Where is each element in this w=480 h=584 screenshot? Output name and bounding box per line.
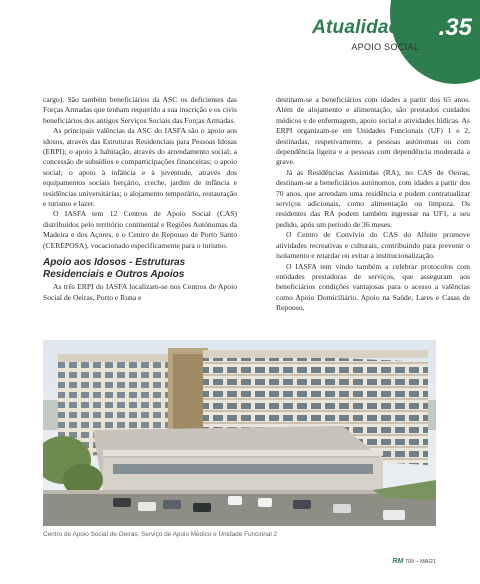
- photo-caption: Centro de Apoio Social de Oeiras, Serviço de Apoio Médico e Unidade Funcional 2: [43, 531, 278, 538]
- paragraph: Já as Residências Assistidas (RA), no CAS de Oeiras, destinam-se a beneficiários autónomos, com idades a partir dos 70 anos, que arrendam uma residência e podem contratualizar serviços adicionais, como alimentação ou limpeza. Os residentes das RA podem também ingressar na UF1, a seu pedido, após um período de 36 meses.: [276, 167, 470, 229]
- paragraph: O Centro de Convívio do CAS do Alfeite promove atividades recreativas e culturais, contribuindo para prevenir o isolamento e retardar ou evitar a institucionalização.: [276, 230, 470, 261]
- section-title: Atualidades: [312, 17, 422, 38]
- page-number: .35: [438, 14, 472, 41]
- issue-label: 709 – MAI21: [404, 559, 436, 565]
- right-column: [276, 95, 470, 314]
- left-column: [43, 95, 237, 303]
- page-footer: [392, 558, 436, 565]
- paragraph: As três ERPI do IASFA localizam-se nos Centros de Apoio Social de Oeiras, Porto e Runa e: [43, 282, 237, 302]
- paragraph: destinam-se a beneficiários com idades a partir dos 65 anos. Além de alojamento e alimentação, são prestados cuidados médicos e de enfermagem, apoio social e atividades lúdicas. As ERPI organizam-se em Unidades Funcionais (UF) 1 e 2, destinadas, respetivamente, a pessoas autónomas ou com dependência ligeira e a pessoas com dependência moderada a grave.: [276, 95, 470, 167]
- building-illustration: [43, 340, 436, 526]
- paragraph: As principais valências da ASC do IASFA são o apoio aos idosos, através das Estruturas Residenciais para Pessoas Idosas (ERPI); o apoio à habitação, através do arrendamento social; a concessão de subsídios e comparticipações financeiras; o apoio social; o apoio à infância e à juventude, através dos equipamentos sociais berçário, creche, jardim de infância e residências universitárias; o alojamento temporário, restauração e turismo e lazer.: [43, 126, 237, 209]
- section-heading: Apoio aos Idosos - Estruturas Residenciais e Outros Apoios: [43, 257, 186, 280]
- subsection-title: APOIO SOCIAL: [351, 42, 419, 52]
- building-photo: [43, 340, 436, 526]
- paragraph: cargo). São também beneficiários da ASC os deficientes das Forças Armadas que tenham requerido a sua inscrição e os civis beneficiários dos antigos Serviços Sociais das Forças Armadas.: [43, 95, 237, 125]
- magazine-logo: RM: [392, 558, 404, 565]
- paragraph: O IASFA tem 12 Centros de Apoio Social (CAS) distribuídos pelo território continental e Regiões Autónomas da Madeira e dos Açores, e o Centro de Repouso de Porto Santo (CEREPOSA), vocacionado especificamente para o turismo.: [43, 209, 237, 250]
- paragraph: O IASFA tem vindo também a celebrar protocolos com entidades prestadoras de serviços, que asseguram aos beneficiários condições vantajosas para o acesso a valências como Apoio Domiciliário, Apoio na Saúde, Lares e Casas de Repouso,: [276, 261, 470, 313]
